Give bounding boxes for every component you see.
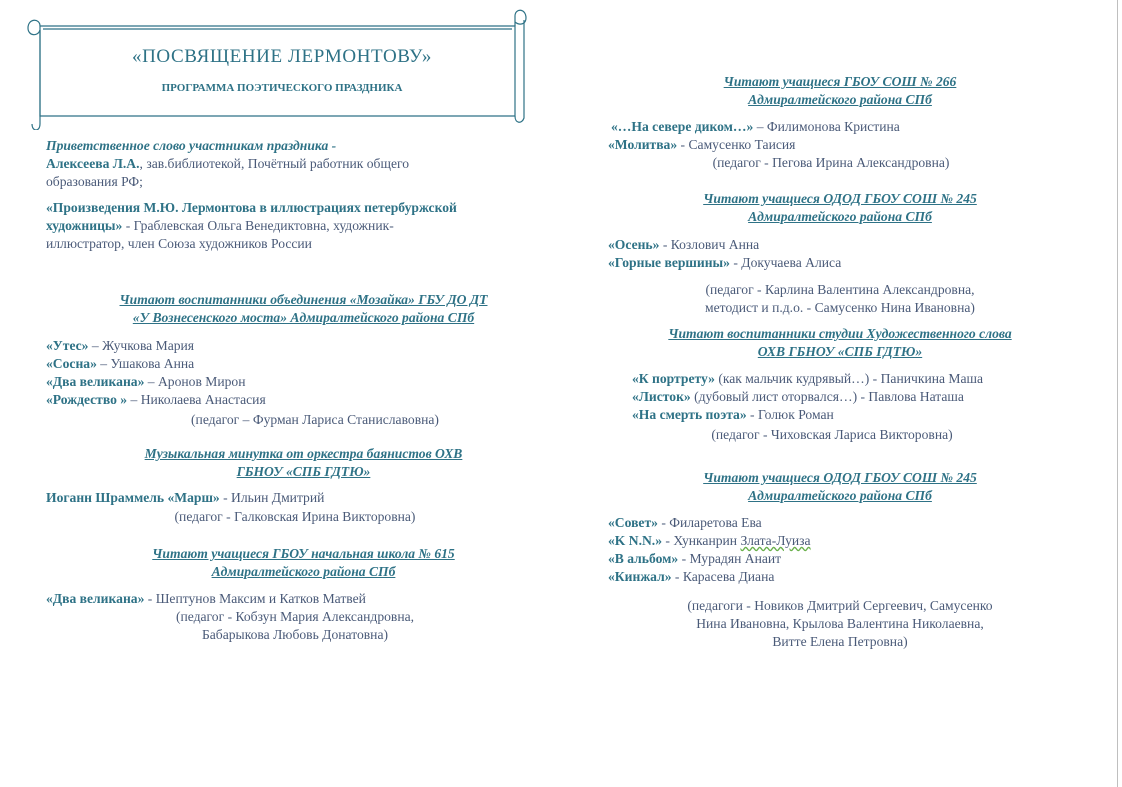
- intro-speaker-line: [46, 155, 546, 173]
- list-item: «K N.N.» - Хунканрин Злата-Луиза: [608, 533, 811, 548]
- speaker-name: Алексеева Л.А.: [46, 156, 140, 171]
- performance-list: [608, 236, 1088, 272]
- list-item: Иоганн Шраммель «Марш» - Ильин Дмитрий: [46, 490, 325, 505]
- section-heading: Музыкальная минутка от оркестра баянистов ОХВ ГБНОУ «СПБ ГДТЮ»: [144, 446, 463, 479]
- performance-list: [608, 514, 1088, 586]
- list-item: «Рождество » – Николаева Анастасия: [46, 392, 266, 407]
- list-item: «Совет» - Филаретова Ева: [608, 515, 762, 530]
- performance-list: [46, 337, 556, 409]
- program-subtitle: ПРОГРАММА ПОЭТИЧЕСКОГО ПРАЗДНИКА: [161, 82, 403, 94]
- exhibit-title-2: художницы»: [46, 218, 123, 233]
- speaker-desc-2: образования РФ;: [46, 174, 143, 189]
- teacher-note: (педагог - Галковская Ирина Викторовна): [174, 509, 416, 524]
- exhibit-desc-2: иллюстратор, член Союза художников России: [46, 236, 312, 251]
- section-heading: Читают учащиеся ОДОД ГБОУ СОШ № 245 Адмиралтейского района СПб: [703, 191, 977, 224]
- exhibit-line-2: [46, 217, 546, 235]
- teacher-note: (педагог - Пегова Ирина Александровна): [712, 155, 950, 170]
- scroll-banner-frame: [18, 6, 530, 130]
- teacher-note: (педагог – Фурман Лариса Станиславовна): [191, 412, 439, 427]
- exhibit-title-1: «Произведения М.Ю. Лермонтова в иллюстрациях петербуржской: [46, 200, 457, 215]
- exhibit-desc-1: - Граблевская Ольга Венедиктовна, художник-: [122, 218, 394, 233]
- list-item: «Горные вершины» - Докучаева Алиса: [608, 255, 842, 270]
- section-heading: Читают учащиеся ГБОУ СОШ № 266 Адмиралтейского района СПб: [723, 74, 957, 107]
- list-item: «Два великана» - Шептунов Максим и Катков Матвей: [46, 591, 366, 606]
- list-item: «Сосна» – Ушакова Анна: [46, 356, 195, 371]
- performance-list: [46, 590, 556, 608]
- list-item: «Кинжал» - Карасева Диана: [608, 569, 775, 584]
- page-edge: [1117, 0, 1118, 787]
- spellcheck-underlined-name: Злата-Луиза: [740, 533, 811, 548]
- list-item: «К портрету» (как мальчик кудрявый…) - Паничкина Маша: [632, 371, 984, 386]
- list-item: «Осень» - Козлович Анна: [608, 237, 760, 252]
- list-item: «Молитва» - Самусенко Таисия: [608, 137, 796, 152]
- performance-list: [632, 370, 1102, 424]
- section-heading: Читают учащиеся ОДОД ГБОУ СОШ № 245 Адмиралтейского района СПб: [703, 470, 977, 503]
- list-item: «…На севере диком…» – Филимонова Кристина: [611, 119, 900, 134]
- intro-block: [46, 137, 546, 253]
- intro-heading: Приветственное слово участникам праздника -: [46, 138, 337, 153]
- speaker-desc-1: , зав.библиотекой, Почётный работник общего: [139, 156, 410, 171]
- list-item: «Два великана» – Аронов Мирон: [46, 374, 246, 389]
- section-heading: Читают учащиеся ГБОУ начальная школа № 615 Адмиралтейского района СПб: [152, 546, 455, 579]
- list-item: «Листок» (дубовый лист оторвался…) - Павлова Наташа: [632, 389, 964, 404]
- performance-list: [608, 118, 1088, 154]
- section-heading: Читают воспитанники студии Художественного слова ОХВ ГБНОУ «СПБ ГДТЮ»: [668, 326, 1012, 359]
- teacher-note: (педагоги - Новиков Дмитрий Сергеевич, Самусенко Нина Ивановна, Крылова Валентина Николаевна, Витте Елена Петровна): [687, 598, 993, 649]
- section-heading: Читают воспитанники объединения «Мозайка» ГБУ ДО ДТ «У Вознесенского моста» Адмиралтейского района СПб: [119, 292, 488, 325]
- list-item: «Утес» – Жучкова Мария: [46, 338, 195, 353]
- teacher-note: (педагог - Карлина Валентина Александровна, методист и п.д.о. - Самусенко Нина Ивановна): [705, 282, 975, 315]
- performance-list: [46, 489, 556, 507]
- teacher-note: (педагог - Кобзун Мария Александровна, Бабарыкова Любовь Донатовна): [175, 609, 415, 642]
- teacher-note: (педагог - Чиховская Лариса Викторовна): [711, 427, 953, 442]
- list-item: «На смерть поэта» - Голюк Роман: [632, 407, 834, 422]
- program-title: «ПОСВЯЩЕНИЕ ЛЕРМОНТОВУ»: [132, 46, 432, 67]
- list-item: «В альбом» - Мурадян Анаит: [608, 551, 782, 566]
